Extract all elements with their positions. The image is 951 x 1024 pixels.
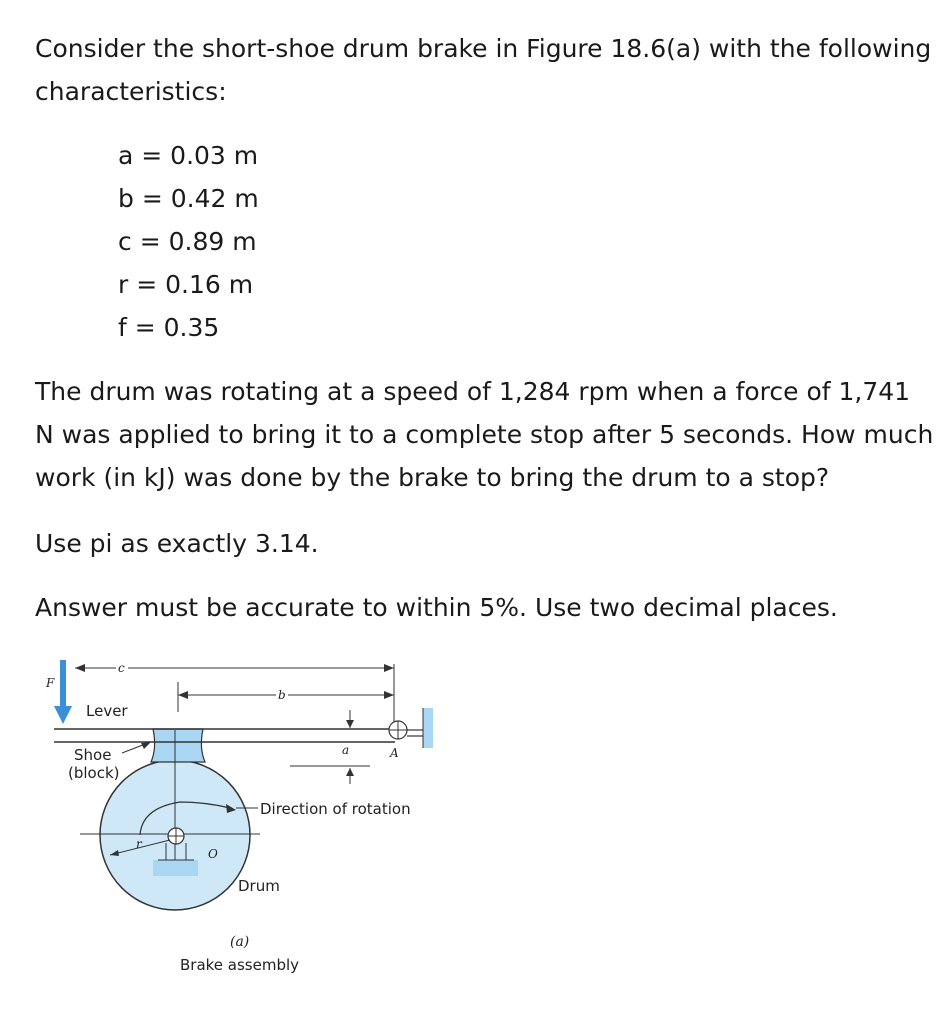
a-label: a bbox=[342, 743, 350, 757]
b-label: b bbox=[278, 688, 286, 702]
param-f: f = 0.35 bbox=[118, 313, 220, 342]
rotation-label: Direction of rotation bbox=[260, 800, 411, 818]
a-arrowhead-top bbox=[346, 720, 354, 728]
subfigure-label: (a) bbox=[230, 934, 250, 950]
c-arrow-right bbox=[384, 664, 394, 672]
problem-text: The drum was rotating at a speed of 1,284 rpm when a force of 1,741 N was applied to bring it to a complete stop after 5 seconds. How much work (in kJ) was done by the brake to bring the drum to a stop? bbox=[35, 377, 934, 492]
parameter-list bbox=[118, 134, 259, 349]
param-r: r = 0.16 m bbox=[118, 270, 254, 299]
shoe-label: Shoe bbox=[74, 746, 112, 764]
drum-label: Drum bbox=[238, 877, 280, 895]
pi-note: Use pi as exactly 3.14. bbox=[35, 529, 319, 558]
force-label: F bbox=[46, 676, 55, 690]
c-label: c bbox=[118, 661, 125, 675]
shoe-leader-arrow bbox=[141, 742, 151, 749]
c-arrow-left bbox=[75, 664, 85, 672]
b-arrow-left bbox=[178, 691, 188, 699]
center-label: O bbox=[208, 847, 218, 861]
brake-assembly-figure bbox=[40, 650, 460, 990]
bearing-base bbox=[153, 860, 198, 876]
accuracy-note: Answer must be accurate to within 5%. Use two decimal places. bbox=[35, 593, 838, 622]
a-arrowhead-bottom bbox=[346, 768, 354, 776]
param-b: b = 0.42 m bbox=[118, 184, 259, 213]
figure-caption: Brake assembly bbox=[180, 956, 300, 974]
r-label: r bbox=[136, 837, 142, 851]
lever-label: Lever bbox=[86, 702, 128, 720]
shoe-block bbox=[151, 729, 205, 762]
param-c: c = 0.89 m bbox=[118, 227, 257, 256]
param-a: a = 0.03 m bbox=[118, 141, 259, 170]
intro-text: Consider the short-shoe drum brake in Figure 18.6(a) with the following characteristics: bbox=[35, 34, 932, 106]
force-arrowhead bbox=[54, 706, 72, 724]
shoe-label-sub: (block) bbox=[68, 764, 120, 782]
b-arrow-right bbox=[384, 691, 394, 699]
pivot-label: A bbox=[390, 746, 399, 760]
wall-support bbox=[423, 708, 433, 748]
